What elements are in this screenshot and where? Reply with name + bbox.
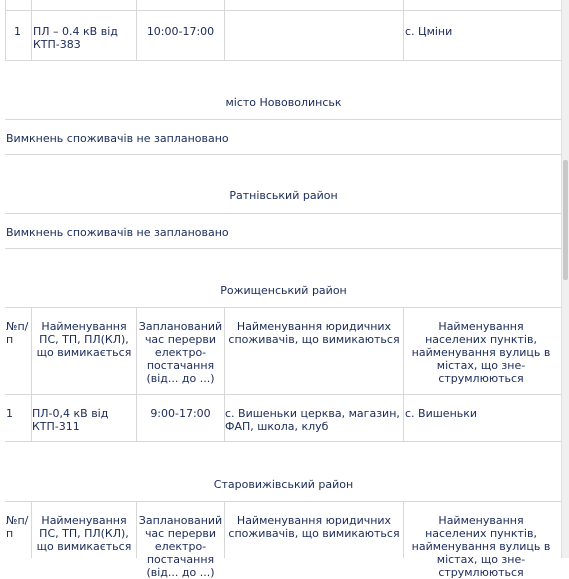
table-border	[5, 10, 562, 11]
section-title-starovyzhivskyi: Старовижівський район	[213, 478, 354, 491]
table-border	[403, 0, 404, 60]
header-settlements: Найменування населених пунктів, найменування вулиць в містах, що знеструмлюються	[411, 514, 551, 579]
header-consumers: Найменування юридичних споживачів, що вимикаються	[228, 320, 400, 346]
no-outage-note: Вимкнень споживачів не заплановано	[6, 132, 229, 145]
table-border	[5, 394, 562, 395]
header-time: Запланований час перерви електро-постачання (від... до ...)	[138, 320, 223, 385]
settlement: с. Вишеньки	[405, 407, 478, 420]
table-border	[403, 501, 404, 558]
section-title-ratne: Ратнівський район	[229, 189, 338, 202]
header-consumers: Найменування юридичних споживачів, що вимикаються	[228, 514, 400, 540]
table-border	[5, 154, 562, 155]
header-time: Запланований час перерви електро-постачання (від... до ...)	[138, 514, 223, 579]
table-border	[403, 307, 404, 441]
table-border	[5, 0, 6, 60]
outage-time: 9:00-17:00	[150, 407, 211, 420]
table-border	[224, 0, 225, 60]
row-number: 1	[14, 25, 21, 38]
table-border	[5, 501, 562, 502]
line-name: ПЛ-0,4 кВ від КТП-311	[32, 407, 109, 433]
vertical-scrollbar[interactable]	[561, 0, 569, 558]
settlement: с. Цміни	[405, 25, 453, 38]
table-border	[31, 0, 32, 60]
section-title-novovolynsk: місто Нововолинськ	[225, 96, 342, 109]
consumers: с. Вишеньки церква, магазин, ФАП, школа, клуб	[225, 407, 400, 433]
header-num: №п/п	[6, 320, 29, 346]
table-border	[5, 307, 562, 308]
outage-time: 10:00-17:00	[146, 25, 215, 38]
table-border	[5, 248, 562, 249]
row-number: 1	[6, 407, 13, 420]
section-title-rozhysche: Рожищенський район	[220, 284, 347, 297]
scrollbar-thumb[interactable]	[563, 160, 568, 280]
no-outage-note: Вимкнень споживачів не заплановано	[6, 226, 229, 239]
table-border	[5, 60, 562, 61]
header-name: Найменування ПС, ТП, ПЛ(КЛ), що вимикається	[36, 514, 132, 553]
header-num: №п/п	[6, 514, 29, 540]
header-name: Найменування ПС, ТП, ПЛ(КЛ), що вимикається	[36, 320, 132, 359]
table-border	[5, 441, 562, 442]
line-name: ПЛ – 0.4 кВ від КТП-383	[33, 25, 118, 51]
header-settlements: Найменування населених пунктів, найменування вулиць в містах, що знеструмлюються	[411, 320, 551, 385]
table-border	[5, 119, 562, 120]
table-border	[5, 213, 562, 214]
